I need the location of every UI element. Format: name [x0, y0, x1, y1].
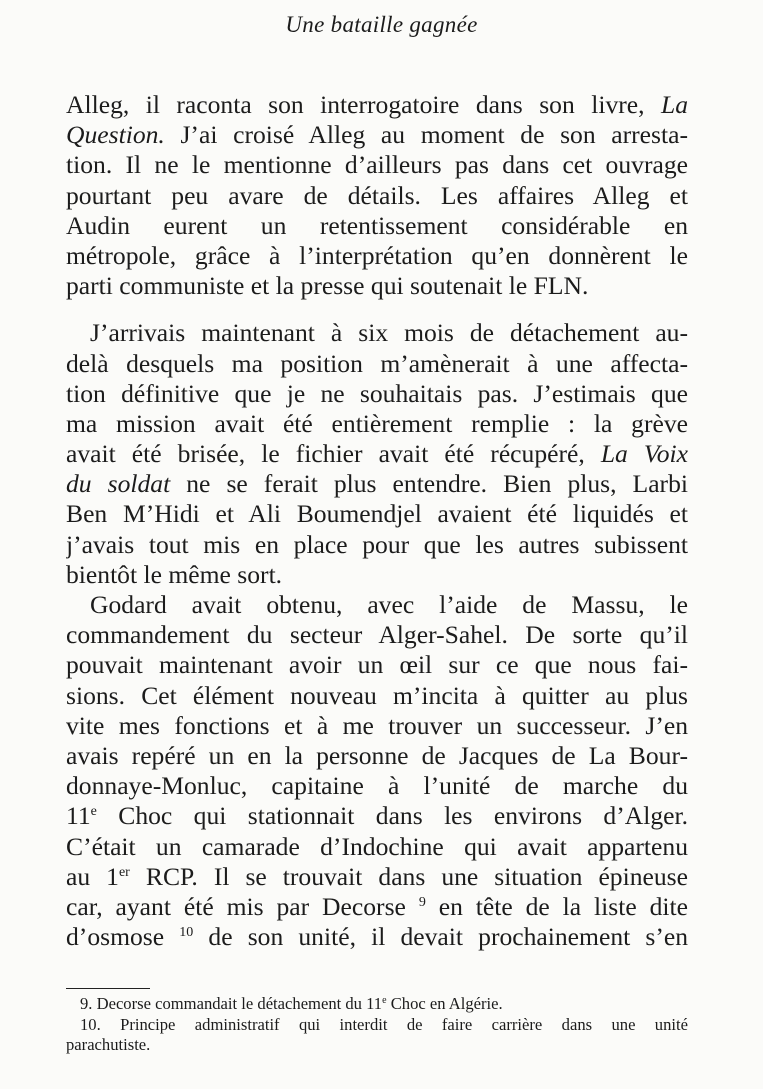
paragraph-gap	[66, 301, 688, 318]
running-header: Une bataille gagnée	[285, 12, 478, 37]
text-line: commandement du secteur Alger-Sahel. De sorte qu’il	[66, 620, 688, 650]
text-line: delà desquels ma position m’amènerait à une affecta-	[66, 348, 688, 378]
paragraph	[66, 318, 688, 590]
text-line: métropole, grâce à l’interprétation qu’en donnèrent le	[66, 240, 688, 270]
text-line: Ben M’Hidi et Ali Boumendjel avaient été liquidés et	[66, 499, 688, 529]
text-line: j’avais tout mis en place pour que les autres subissent	[66, 529, 688, 559]
footnote-ref-10[interactable]: 10	[179, 925, 194, 941]
text-line: Alleg, il raconta son interrogatoire dans son livre, La	[66, 90, 688, 119]
text-line: Question. J’ai croisé Alleg au moment de son arresta-	[66, 120, 688, 150]
text-line: 11e Choc qui stationnait dans les environs d’Alger.	[66, 801, 688, 831]
text-line: tion définitive que je ne souhaitais pas. J’estimais que	[66, 378, 688, 408]
footnote-rule	[66, 988, 150, 989]
text-line: parti communiste et la presse qui soutenait le FLN.	[66, 271, 589, 301]
footnotes	[66, 994, 688, 1056]
text-line: vite mes fonctions et à me trouver un successeur. J’en	[66, 710, 688, 740]
text-line: C’était un camarade d’Indochine qui avait appartenu	[66, 831, 688, 861]
text-line: donnaye-Monluc, capitaine à l’unité de marche du	[66, 771, 688, 801]
text-line: Audin eurent un retentissement considérable en	[66, 210, 688, 240]
text-line: pourtant peu avare de détails. Les affaires Alleg et	[66, 180, 688, 210]
text-line: Godard avait obtenu, avec l’aide de Massu, le	[90, 590, 688, 619]
footnote-9: 9. Decorse commandait le détachement du 11e Choc en Algérie.	[80, 994, 503, 1013]
body-text	[66, 90, 688, 952]
text-line: tion. Il ne le mentionne d’ailleurs pas dans cet ouvrage	[66, 150, 688, 180]
paragraph	[66, 590, 688, 952]
text-line: d’osmose $^{10}$ de son unité, il devait prochainement s’en	[66, 922, 688, 952]
text-line: sions. Cet élément nouveau m’incita à quitter au plus	[66, 680, 688, 710]
text-line: car, ayant été mis par Decorse $^9$ en tête de la liste dite	[66, 891, 688, 921]
paragraph	[66, 90, 688, 301]
text-line: J’arrivais maintenant à six mois de détachement au-	[90, 318, 688, 348]
text-line: avait été brisée, le fichier avait été récupéré, La Voix	[66, 439, 688, 469]
text-line: avais repéré un en la personne de Jacques de La Bour-	[66, 740, 688, 770]
text-line: pouvait maintenant avoir un œil sur ce que nous fai-	[66, 650, 688, 680]
text-line: ma mission avait été entièrement remplie : la grève	[66, 408, 688, 438]
text-line: du soldat ne se ferait plus entendre. Bien plus, Larbi	[66, 469, 688, 499]
text-line: bientôt le même sort.	[66, 559, 283, 589]
text-line: au 1er RCP. Il se trouvait dans une situation épineuse	[66, 861, 688, 891]
footnote-ref-9[interactable]: 9	[418, 894, 426, 910]
footnote-10: 10. Principe administratif qui interdit de faire carrière dans une unité parachutiste.	[66, 1014, 688, 1054]
